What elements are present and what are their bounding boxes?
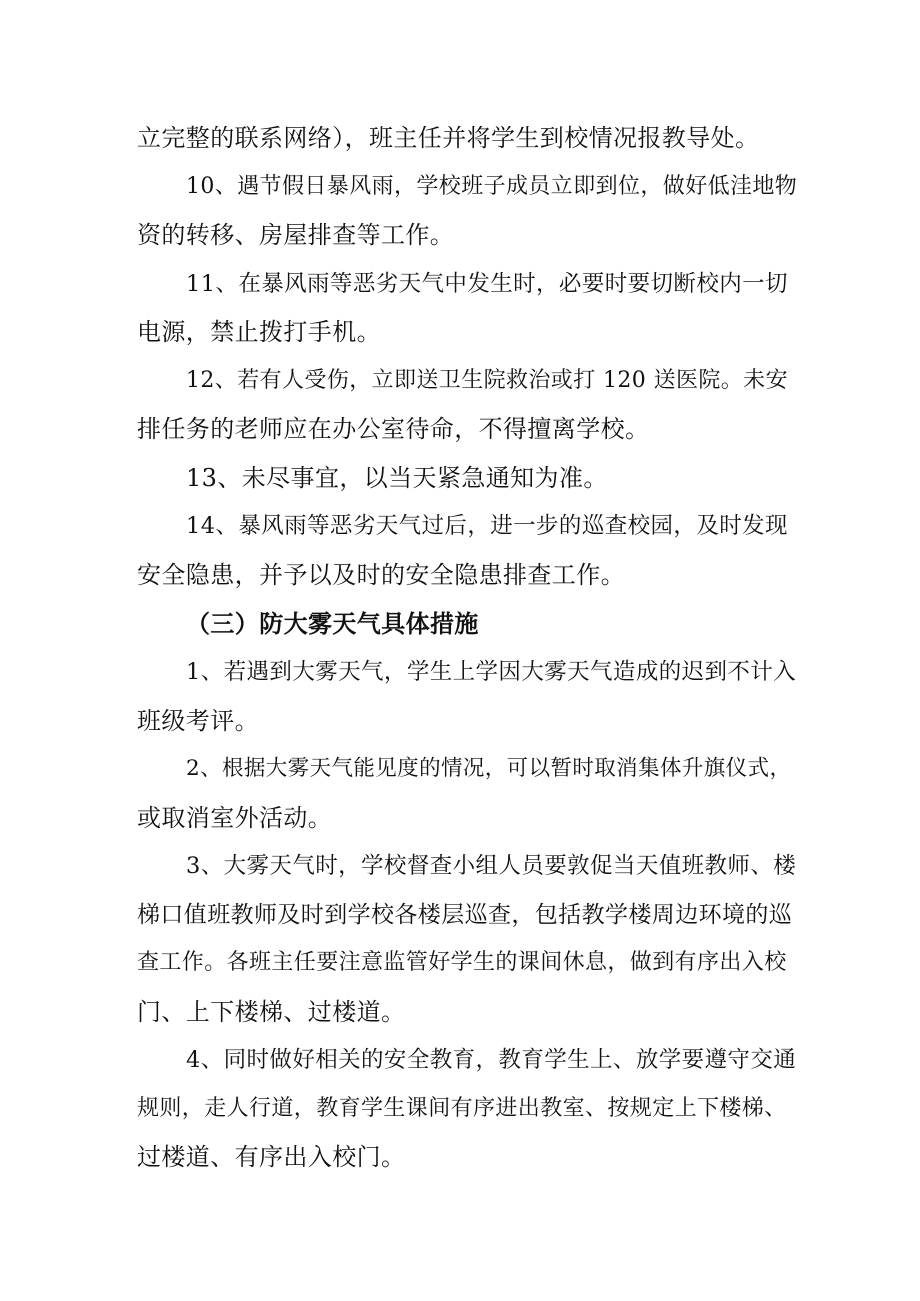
text-line: 班级考评。 bbox=[137, 707, 259, 735]
text-line: 排任务的老师应在办公室待命，不得擅离学校。 bbox=[137, 415, 650, 443]
text-line: 门、上下楼梯、过楼道。 bbox=[137, 998, 406, 1026]
text-line: 12、若有人受伤，立即送卫生院救治或打 120 送医院。未安 bbox=[186, 368, 788, 393]
text-line: 4、同时做好相关的安全教育，教育学生上、放学要遵守交通 bbox=[186, 1047, 797, 1073]
text-line: 1、若遇到大雾天气，学生上学因大雾天气造成的迟到不计入 bbox=[186, 659, 797, 685]
text-line: 11、在暴风雨等恶劣天气中发生时，必要时要切断校内一切 bbox=[186, 271, 788, 297]
text-line: 过楼道、有序出入校门。 bbox=[137, 1143, 406, 1171]
text-line: 2、根据大雾天气能见度的情况，可以暂时取消集体升旗仪式， bbox=[186, 756, 792, 781]
text-line: 查工作。各班主任要注意监管好学生的课间休息，做到有序出入校 bbox=[137, 950, 787, 975]
text-line: 资的转移、房屋排查等工作。 bbox=[137, 221, 455, 249]
text-line: 规则，走人行道，教育学生课间有序进出教室、按规定上下楼梯、 bbox=[137, 1096, 787, 1121]
text-line: 3、大雾天气时，学校督查小组人员要敦促当天值班教师、楼 bbox=[186, 853, 797, 879]
text-line: 或取消室外活动。 bbox=[137, 804, 333, 832]
text-line: 13、未尽事宜，以当天紧急通知为准。 bbox=[186, 464, 608, 492]
text-line: 10、遇节假日暴风雨，学校班子成员立即到位，做好低洼地物 bbox=[186, 174, 798, 199]
text-line: 梯口值班教师及时到学校各楼层巡查，包括教学楼周边环境的巡 bbox=[137, 902, 793, 928]
text-line: 立完整的联系网络），班主任并将学生到校情况报教导处。 bbox=[137, 124, 760, 152]
text-line: 安全隐患，并予以及时的安全隐患排查工作。 bbox=[137, 561, 625, 589]
text-line: 电源，禁止拨打手机。 bbox=[137, 318, 381, 346]
text-line: 14、暴风雨等恶劣天气过后，进一步的巡查校园，及时发现 bbox=[186, 513, 788, 539]
section-heading: （三）防大雾天气具体措施 bbox=[186, 609, 479, 638]
